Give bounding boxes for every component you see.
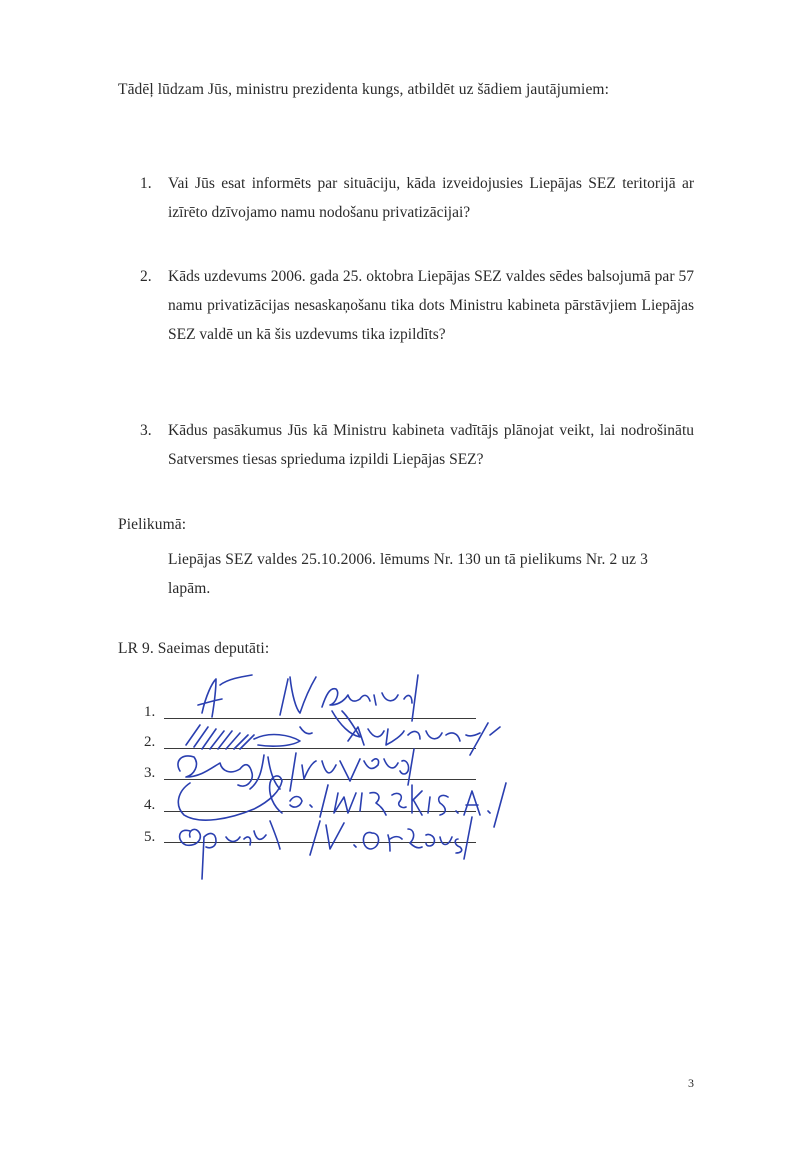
attachment-label: Pielikumā: xyxy=(118,516,187,533)
question-text: Vai Jūs esat informēts par situāciju, kāda izveidojusies Liepājas SEZ teritorijā ar izīrēto dzīvojamo namu nodošanu privatizācijai? xyxy=(168,175,694,221)
signature-number: 1. xyxy=(144,704,156,720)
signature-number: 5. xyxy=(144,829,156,845)
page-number: 3 xyxy=(688,1076,694,1090)
signature-3 xyxy=(178,749,414,791)
signature-number: 3. xyxy=(144,765,156,781)
signature-number: 4. xyxy=(144,797,156,813)
intro-paragraph: Tādēļ lūdzam Jūs, ministru prezidenta kungs, atbildēt uz šādiem jautājumiem: xyxy=(118,81,609,98)
signature-1 xyxy=(198,675,418,737)
signature-4 xyxy=(178,776,506,827)
signature-5 xyxy=(180,817,472,879)
question-text: Kāds uzdevums 2006. gada 25. oktobra Liepājas SEZ valdes sēdes balsojumā par 57 namu privatizācijas nesaskaņošanu tika dots Ministru kabineta pārstāvjiem Liepājas SEZ valdē un kā šis uzdevums tika izpildīts? xyxy=(168,268,694,343)
question-text: Kādus pasākumus Jūs kā Ministru kabineta vadītājs plānojat veikt, lai nodrošinātu Satversmes tiesas sprieduma izpildi Liepājas SEZ? xyxy=(168,422,694,468)
signature-2 xyxy=(186,723,500,755)
question-number: 2. xyxy=(140,268,152,285)
question-number: 3. xyxy=(140,422,152,439)
handwritten-signatures xyxy=(150,665,550,880)
signature-number: 2. xyxy=(144,734,156,750)
deputies-label: LR 9. Saeimas deputāti: xyxy=(118,640,270,657)
question-number: 1. xyxy=(140,175,152,192)
attachment-text: Liepājas SEZ valdes 25.10.2006. lēmums Nr. 130 un tā pielikums Nr. 2 uz 3 lapām. xyxy=(168,551,648,597)
